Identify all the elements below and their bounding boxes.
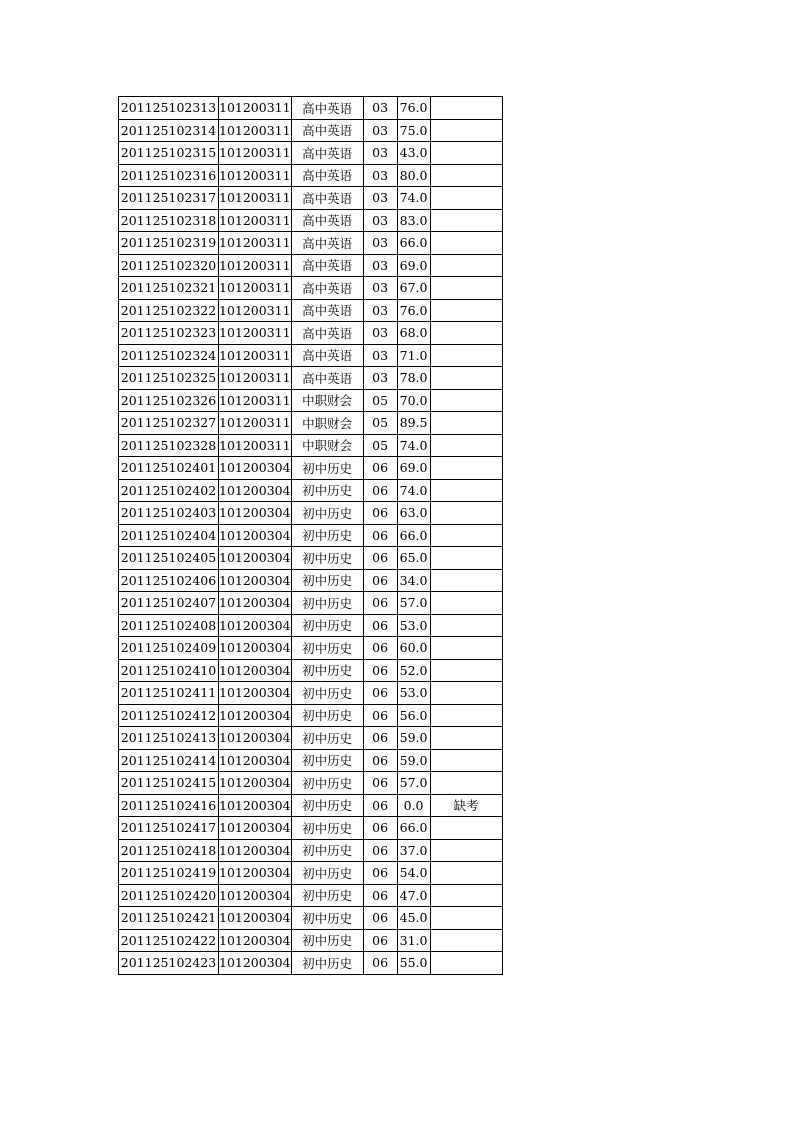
position-code-cell: 101200304 (219, 524, 292, 547)
table-row (119, 119, 503, 142)
group-code-cell: 03 (363, 299, 397, 322)
table-row (119, 659, 503, 682)
candidate-id-cell: 201125102422 (119, 929, 219, 952)
score-cell: 59.0 (397, 749, 430, 772)
score-cell: 59.0 (397, 727, 430, 750)
position-code-cell: 101200311 (219, 389, 292, 412)
subject-cell: 高中英语 (291, 299, 363, 322)
note-cell (430, 434, 502, 457)
score-cell: 75.0 (397, 119, 430, 142)
score-cell: 69.0 (397, 254, 430, 277)
subject-cell: 高中英语 (291, 97, 363, 120)
candidate-id-cell: 201125102317 (119, 187, 219, 210)
group-code-cell: 03 (363, 209, 397, 232)
subject-cell: 初中历史 (291, 884, 363, 907)
note-cell (430, 254, 502, 277)
subject-cell: 高中英语 (291, 277, 363, 300)
subject-cell: 初中历史 (291, 704, 363, 727)
score-cell: 47.0 (397, 884, 430, 907)
note-cell (430, 569, 502, 592)
score-cell: 66.0 (397, 524, 430, 547)
position-code-cell: 101200311 (219, 254, 292, 277)
position-code-cell: 101200311 (219, 434, 292, 457)
score-cell: 71.0 (397, 344, 430, 367)
note-cell (430, 209, 502, 232)
candidate-id-cell: 201125102320 (119, 254, 219, 277)
table-row (119, 344, 503, 367)
group-code-cell: 06 (363, 749, 397, 772)
position-code-cell: 101200304 (219, 637, 292, 660)
group-code-cell: 06 (363, 569, 397, 592)
position-code-cell: 101200304 (219, 592, 292, 615)
subject-cell: 高中英语 (291, 254, 363, 277)
table-row (119, 479, 503, 502)
candidate-id-cell: 201125102328 (119, 434, 219, 457)
group-code-cell: 03 (363, 164, 397, 187)
score-cell: 65.0 (397, 547, 430, 570)
position-code-cell: 101200304 (219, 704, 292, 727)
candidate-id-cell: 201125102321 (119, 277, 219, 300)
candidate-id-cell: 201125102315 (119, 142, 219, 165)
subject-cell: 初中历史 (291, 772, 363, 795)
position-code-cell: 101200304 (219, 772, 292, 795)
candidate-id-cell: 201125102409 (119, 637, 219, 660)
table-row (119, 277, 503, 300)
position-code-cell: 101200304 (219, 907, 292, 930)
candidate-id-cell: 201125102403 (119, 502, 219, 525)
group-code-cell: 03 (363, 187, 397, 210)
score-cell: 63.0 (397, 502, 430, 525)
group-code-cell: 06 (363, 772, 397, 795)
position-code-cell: 101200304 (219, 862, 292, 885)
score-cell: 37.0 (397, 839, 430, 862)
candidate-id-cell: 201125102420 (119, 884, 219, 907)
table-row (119, 209, 503, 232)
note-cell (430, 457, 502, 480)
subject-cell: 初中历史 (291, 839, 363, 862)
position-code-cell: 101200311 (219, 412, 292, 435)
candidate-id-cell: 201125102322 (119, 299, 219, 322)
group-code-cell: 06 (363, 524, 397, 547)
table-row (119, 704, 503, 727)
candidate-id-cell: 201125102404 (119, 524, 219, 547)
group-code-cell: 03 (363, 344, 397, 367)
subject-cell: 初中历史 (291, 817, 363, 840)
note-cell (430, 277, 502, 300)
subject-cell: 初中历史 (291, 929, 363, 952)
candidate-id-cell: 201125102326 (119, 389, 219, 412)
score-table-body (119, 97, 503, 975)
candidate-id-cell: 201125102401 (119, 457, 219, 480)
note-cell (430, 299, 502, 322)
group-code-cell: 03 (363, 97, 397, 120)
group-code-cell: 06 (363, 682, 397, 705)
candidate-id-cell: 201125102418 (119, 839, 219, 862)
group-code-cell: 06 (363, 457, 397, 480)
subject-cell: 初中历史 (291, 794, 363, 817)
table-row (119, 367, 503, 390)
table-row (119, 299, 503, 322)
candidate-id-cell: 201125102417 (119, 817, 219, 840)
note-cell (430, 659, 502, 682)
table-row (119, 862, 503, 885)
score-cell: 53.0 (397, 682, 430, 705)
candidate-id-cell: 201125102402 (119, 479, 219, 502)
note-cell (430, 344, 502, 367)
candidate-id-cell: 201125102416 (119, 794, 219, 817)
group-code-cell: 03 (363, 322, 397, 345)
group-code-cell: 06 (363, 884, 397, 907)
group-code-cell: 03 (363, 277, 397, 300)
subject-cell: 初中历史 (291, 727, 363, 750)
subject-cell: 初中历史 (291, 547, 363, 570)
position-code-cell: 101200304 (219, 569, 292, 592)
position-code-cell: 101200304 (219, 547, 292, 570)
table-row (119, 884, 503, 907)
note-cell (430, 704, 502, 727)
score-cell: 74.0 (397, 187, 430, 210)
score-cell: 53.0 (397, 614, 430, 637)
position-code-cell: 101200311 (219, 367, 292, 390)
position-code-cell: 101200304 (219, 502, 292, 525)
subject-cell: 中职财会 (291, 412, 363, 435)
group-code-cell: 05 (363, 434, 397, 457)
group-code-cell: 06 (363, 929, 397, 952)
group-code-cell: 06 (363, 614, 397, 637)
group-code-cell: 05 (363, 389, 397, 412)
score-cell: 60.0 (397, 637, 430, 660)
position-code-cell: 101200311 (219, 164, 292, 187)
candidate-id-cell: 201125102407 (119, 592, 219, 615)
subject-cell: 高中英语 (291, 322, 363, 345)
candidate-id-cell: 201125102325 (119, 367, 219, 390)
subject-cell: 初中历史 (291, 682, 363, 705)
candidate-id-cell: 201125102319 (119, 232, 219, 255)
note-cell (430, 592, 502, 615)
candidate-id-cell: 201125102327 (119, 412, 219, 435)
table-row (119, 502, 503, 525)
candidate-id-cell: 201125102410 (119, 659, 219, 682)
note-cell (430, 682, 502, 705)
note-cell (430, 164, 502, 187)
subject-cell: 初中历史 (291, 479, 363, 502)
candidate-id-cell: 201125102405 (119, 547, 219, 570)
score-cell: 56.0 (397, 704, 430, 727)
score-cell: 57.0 (397, 592, 430, 615)
note-cell (430, 839, 502, 862)
group-code-cell: 03 (363, 367, 397, 390)
candidate-id-cell: 201125102324 (119, 344, 219, 367)
note-cell (430, 232, 502, 255)
candidate-id-cell: 201125102415 (119, 772, 219, 795)
candidate-id-cell: 201125102412 (119, 704, 219, 727)
candidate-id-cell: 201125102408 (119, 614, 219, 637)
table-row (119, 952, 503, 975)
position-code-cell: 101200304 (219, 817, 292, 840)
score-cell: 74.0 (397, 479, 430, 502)
score-cell: 83.0 (397, 209, 430, 232)
subject-cell: 初中历史 (291, 862, 363, 885)
table-row (119, 614, 503, 637)
score-cell: 70.0 (397, 389, 430, 412)
group-code-cell: 06 (363, 547, 397, 570)
position-code-cell: 101200311 (219, 97, 292, 120)
note-cell (430, 322, 502, 345)
group-code-cell: 06 (363, 952, 397, 975)
group-code-cell: 03 (363, 142, 397, 165)
position-code-cell: 101200311 (219, 277, 292, 300)
table-row (119, 839, 503, 862)
position-code-cell: 101200304 (219, 682, 292, 705)
candidate-id-cell: 201125102318 (119, 209, 219, 232)
note-cell (430, 727, 502, 750)
subject-cell: 高中英语 (291, 142, 363, 165)
note-cell (430, 547, 502, 570)
score-cell: 31.0 (397, 929, 430, 952)
position-code-cell: 101200304 (219, 794, 292, 817)
note-cell (430, 614, 502, 637)
note-cell: 缺考 (430, 794, 502, 817)
score-cell: 67.0 (397, 277, 430, 300)
note-cell (430, 412, 502, 435)
table-row (119, 524, 503, 547)
score-cell: 45.0 (397, 907, 430, 930)
note-cell (430, 142, 502, 165)
subject-cell: 中职财会 (291, 434, 363, 457)
note-cell (430, 907, 502, 930)
group-code-cell: 03 (363, 232, 397, 255)
note-cell (430, 479, 502, 502)
subject-cell: 初中历史 (291, 502, 363, 525)
subject-cell: 初中历史 (291, 749, 363, 772)
position-code-cell: 101200304 (219, 479, 292, 502)
position-code-cell: 101200311 (219, 209, 292, 232)
group-code-cell: 06 (363, 502, 397, 525)
score-cell: 80.0 (397, 164, 430, 187)
note-cell (430, 367, 502, 390)
score-cell: 66.0 (397, 232, 430, 255)
position-code-cell: 101200311 (219, 142, 292, 165)
table-row (119, 592, 503, 615)
candidate-id-cell: 201125102423 (119, 952, 219, 975)
group-code-cell: 05 (363, 412, 397, 435)
position-code-cell: 101200311 (219, 322, 292, 345)
table-row (119, 254, 503, 277)
table-row (119, 164, 503, 187)
table-row (119, 322, 503, 345)
table-row (119, 749, 503, 772)
candidate-id-cell: 201125102421 (119, 907, 219, 930)
candidate-id-cell: 201125102413 (119, 727, 219, 750)
position-code-cell: 101200304 (219, 952, 292, 975)
table-row (119, 637, 503, 660)
table-row (119, 569, 503, 592)
score-cell: 57.0 (397, 772, 430, 795)
position-code-cell: 101200304 (219, 749, 292, 772)
score-cell: 43.0 (397, 142, 430, 165)
subject-cell: 中职财会 (291, 389, 363, 412)
position-code-cell: 101200304 (219, 457, 292, 480)
table-row (119, 97, 503, 120)
candidate-id-cell: 201125102323 (119, 322, 219, 345)
candidate-id-cell: 201125102406 (119, 569, 219, 592)
subject-cell: 高中英语 (291, 119, 363, 142)
table-row (119, 794, 503, 817)
score-cell: 66.0 (397, 817, 430, 840)
position-code-cell: 101200311 (219, 119, 292, 142)
position-code-cell: 101200304 (219, 884, 292, 907)
candidate-id-cell: 201125102314 (119, 119, 219, 142)
group-code-cell: 06 (363, 839, 397, 862)
score-cell: 54.0 (397, 862, 430, 885)
position-code-cell: 101200304 (219, 839, 292, 862)
group-code-cell: 06 (363, 637, 397, 660)
subject-cell: 初中历史 (291, 907, 363, 930)
score-table (118, 96, 503, 975)
note-cell (430, 952, 502, 975)
note-cell (430, 187, 502, 210)
position-code-cell: 101200311 (219, 232, 292, 255)
group-code-cell: 06 (363, 592, 397, 615)
table-row (119, 682, 503, 705)
group-code-cell: 06 (363, 479, 397, 502)
subject-cell: 初中历史 (291, 637, 363, 660)
subject-cell: 高中英语 (291, 209, 363, 232)
note-cell (430, 862, 502, 885)
candidate-id-cell: 201125102316 (119, 164, 219, 187)
note-cell (430, 389, 502, 412)
group-code-cell: 06 (363, 862, 397, 885)
group-code-cell: 06 (363, 659, 397, 682)
score-cell: 52.0 (397, 659, 430, 682)
subject-cell: 高中英语 (291, 232, 363, 255)
position-code-cell: 101200304 (219, 614, 292, 637)
score-cell: 0.0 (397, 794, 430, 817)
table-row (119, 434, 503, 457)
subject-cell: 初中历史 (291, 952, 363, 975)
table-row (119, 457, 503, 480)
score-cell: 34.0 (397, 569, 430, 592)
group-code-cell: 06 (363, 907, 397, 930)
table-row (119, 817, 503, 840)
candidate-id-cell: 201125102414 (119, 749, 219, 772)
table-row (119, 547, 503, 570)
note-cell (430, 884, 502, 907)
score-cell: 89.5 (397, 412, 430, 435)
table-row (119, 907, 503, 930)
note-cell (430, 929, 502, 952)
group-code-cell: 03 (363, 254, 397, 277)
subject-cell: 初中历史 (291, 569, 363, 592)
table-row (119, 772, 503, 795)
table-row (119, 232, 503, 255)
candidate-id-cell: 201125102419 (119, 862, 219, 885)
note-cell (430, 637, 502, 660)
position-code-cell: 101200304 (219, 659, 292, 682)
table-row (119, 389, 503, 412)
group-code-cell: 06 (363, 794, 397, 817)
subject-cell: 初中历史 (291, 659, 363, 682)
subject-cell: 高中英语 (291, 187, 363, 210)
score-cell: 78.0 (397, 367, 430, 390)
note-cell (430, 749, 502, 772)
table-row (119, 412, 503, 435)
table-row (119, 929, 503, 952)
note-cell (430, 772, 502, 795)
score-cell: 74.0 (397, 434, 430, 457)
position-code-cell: 101200304 (219, 727, 292, 750)
candidate-id-cell: 201125102313 (119, 97, 219, 120)
table-row (119, 142, 503, 165)
subject-cell: 初中历史 (291, 524, 363, 547)
group-code-cell: 03 (363, 119, 397, 142)
note-cell (430, 502, 502, 525)
score-cell: 68.0 (397, 322, 430, 345)
score-cell: 76.0 (397, 299, 430, 322)
group-code-cell: 06 (363, 704, 397, 727)
note-cell (430, 119, 502, 142)
note-cell (430, 97, 502, 120)
subject-cell: 高中英语 (291, 164, 363, 187)
score-cell: 76.0 (397, 97, 430, 120)
subject-cell: 初中历史 (291, 592, 363, 615)
table-row (119, 727, 503, 750)
candidate-id-cell: 201125102411 (119, 682, 219, 705)
subject-cell: 初中历史 (291, 614, 363, 637)
note-cell (430, 817, 502, 840)
subject-cell: 高中英语 (291, 367, 363, 390)
score-cell: 69.0 (397, 457, 430, 480)
group-code-cell: 06 (363, 727, 397, 750)
subject-cell: 高中英语 (291, 344, 363, 367)
position-code-cell: 101200311 (219, 344, 292, 367)
table-row (119, 187, 503, 210)
score-cell: 55.0 (397, 952, 430, 975)
position-code-cell: 101200304 (219, 929, 292, 952)
position-code-cell: 101200311 (219, 187, 292, 210)
position-code-cell: 101200311 (219, 299, 292, 322)
group-code-cell: 06 (363, 817, 397, 840)
note-cell (430, 524, 502, 547)
subject-cell: 初中历史 (291, 457, 363, 480)
